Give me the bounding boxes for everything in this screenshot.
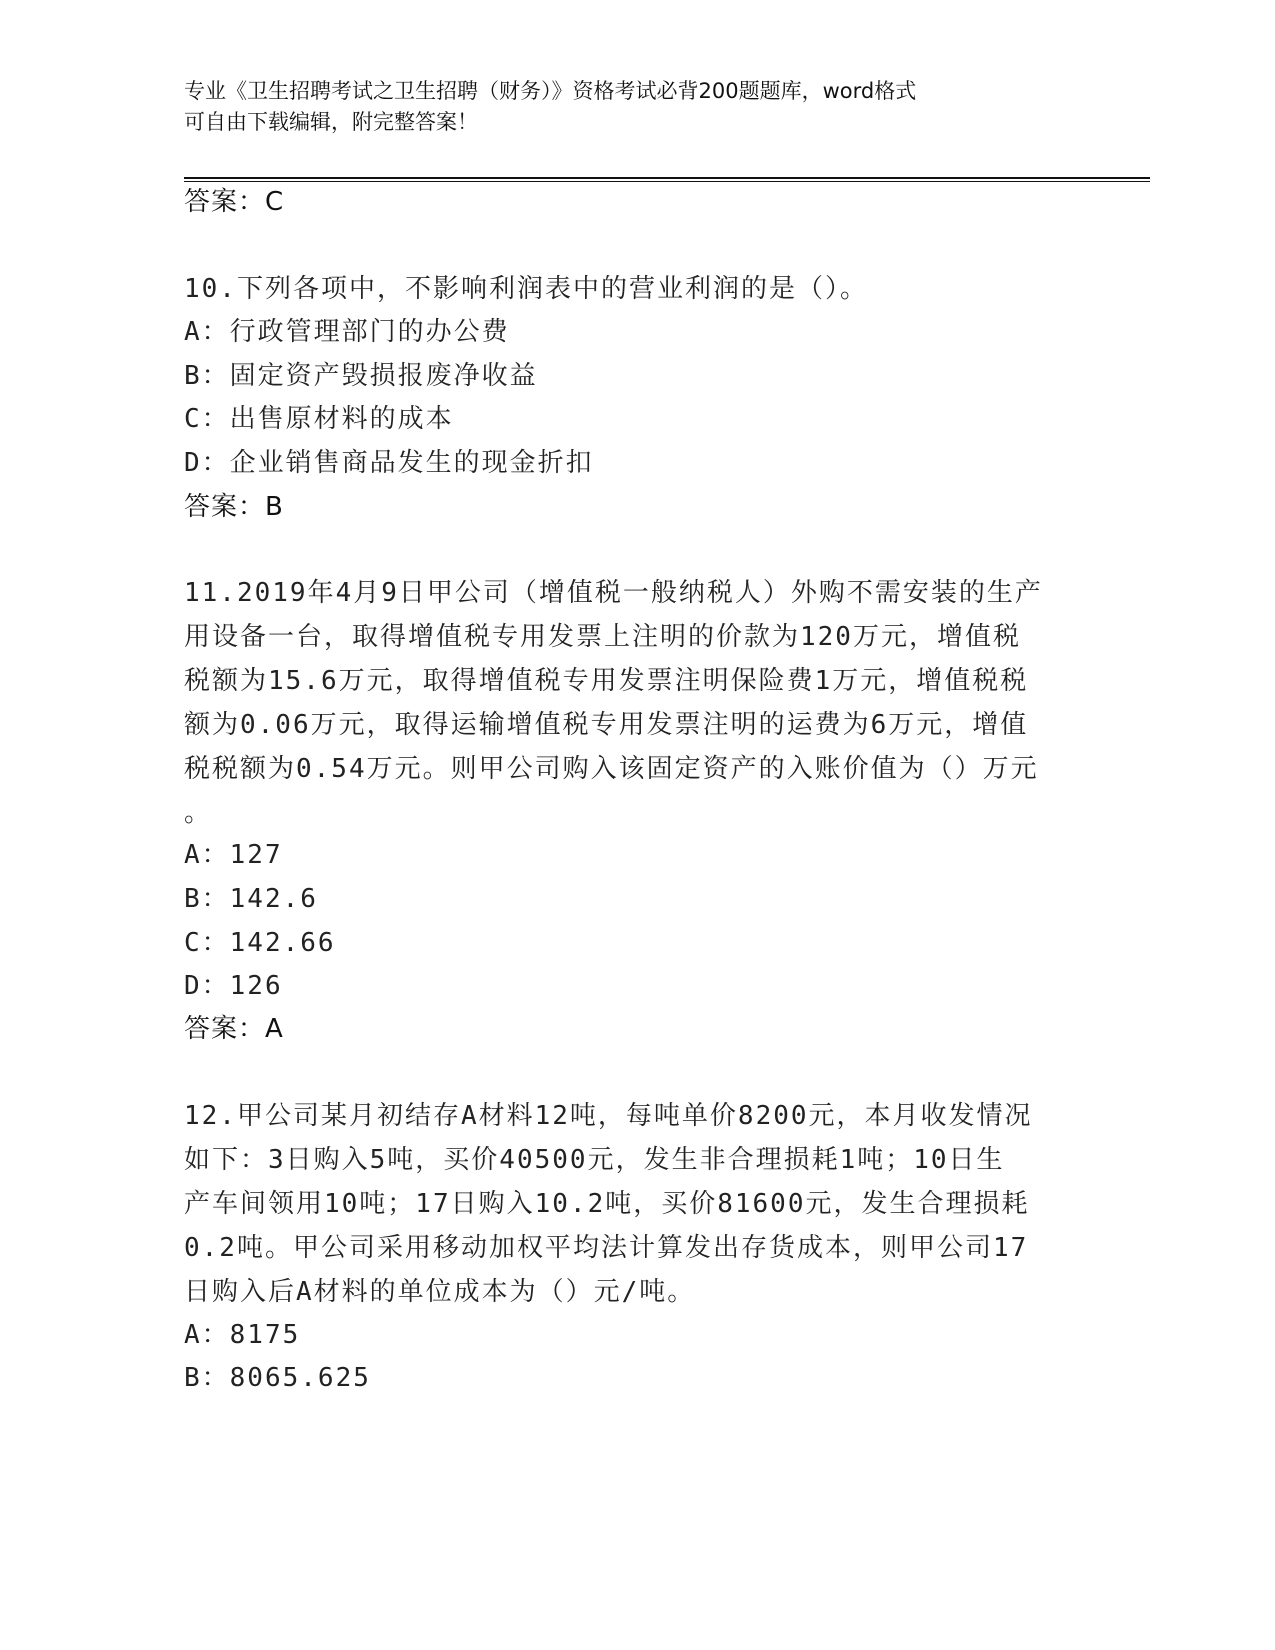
question-11-stem-line: 11.2019年4月9日甲公司（增值税一般纳税人）外购不需安装的生产: [184, 578, 1043, 608]
header-rule-thin: [184, 181, 1150, 182]
question-10-option-b: B：固定资产毁损报废净收益: [184, 361, 538, 391]
question-10-option-a: A：行政管理部门的办公费: [184, 317, 510, 347]
header-line-1: 专业《卫生招聘考试之卫生招聘（财务）》资格考试必背200题题库，word格式: [184, 79, 917, 103]
question-11-stem-line: 税税额为0.54万元。则甲公司购入该固定资产的入账价值为（）万元: [184, 754, 1039, 784]
question-11-option-a: A：127: [184, 840, 283, 870]
question-10-option-c: C：出售原材料的成本: [184, 404, 454, 434]
question-12-stem-line: 0.2吨。甲公司采用移动加权平均法计算发出存货成本，则甲公司17: [184, 1233, 1029, 1263]
header-rule: [184, 177, 1150, 179]
question-11-stem-line: 。: [184, 798, 213, 828]
question-12-stem-line: 产车间领用10吨；17日购入10.2吨，买价81600元，发生合理损耗: [184, 1189, 1030, 1219]
question-11-option-d: D：126: [184, 971, 283, 1001]
question-12-option-b: B：8065.625: [184, 1363, 371, 1393]
question-11-option-b: B：142.6: [184, 884, 318, 914]
question-11-stem-line: 税额为15.6万元，取得增值税专用发票注明保险费1万元，增值税税: [184, 666, 1029, 696]
question-10-stem: 10.下列各项中，不影响利润表中的营业利润的是（）。: [184, 274, 868, 304]
question-11-option-c: C：142.66: [184, 928, 336, 958]
question-10-answer: 答案：B: [184, 492, 284, 522]
document-header: [184, 76, 1064, 138]
question-11-stem-line: 用设备一台，取得增值税专用发票上注明的价款为120万元，增值税: [184, 622, 1021, 652]
previous-answer: 答案：C: [184, 187, 285, 217]
question-11-stem-line: 额为0.06万元，取得运输增值税专用发票注明的运费为6万元，增值: [184, 710, 1029, 740]
question-10-option-d: D：企业销售商品发生的现金折扣: [184, 448, 594, 478]
header-line-2: 可自由下载编辑，附完整答案！: [184, 110, 478, 134]
question-12-stem-line: 如下：3日购入5吨，买价40500元，发生非合理损耗1吨；10日生: [184, 1145, 1005, 1175]
question-12-stem-line: 日购入后A材料的单位成本为（）元/吨。: [184, 1277, 696, 1307]
question-11-answer: 答案：A: [184, 1014, 284, 1044]
question-12-stem-line: 12.甲公司某月初结存A材料12吨，每吨单价8200元，本月收发情况: [184, 1101, 1033, 1131]
question-12-option-a: A：8175: [184, 1320, 301, 1350]
